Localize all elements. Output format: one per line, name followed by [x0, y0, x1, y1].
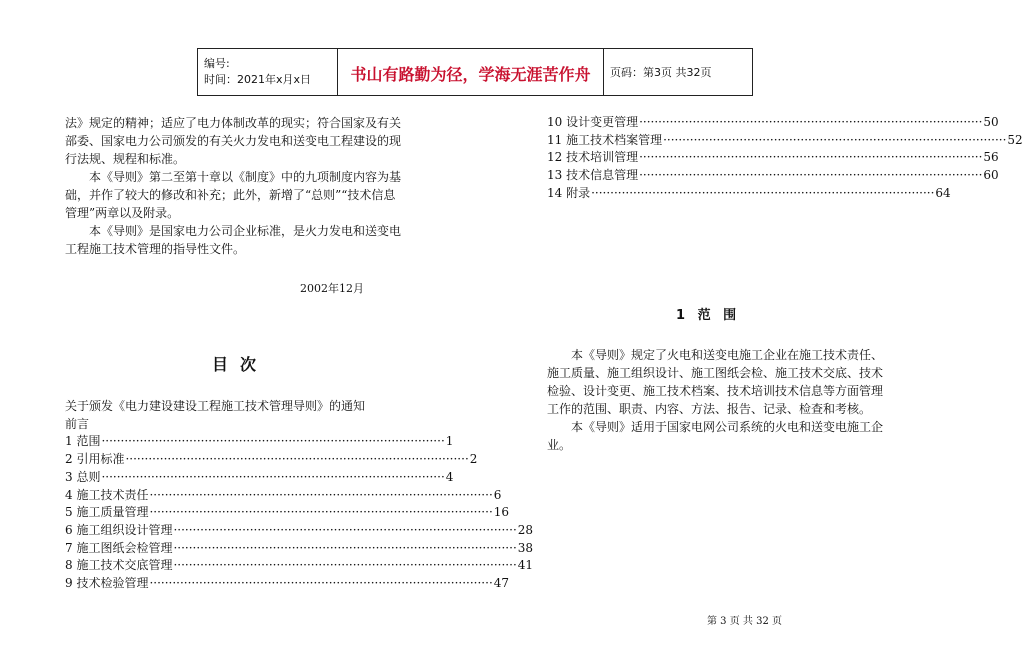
toc-item[interactable] [547, 132, 1023, 150]
toc-item-label: 11 施工技术档案管理 [547, 132, 663, 147]
scope-paragraph-1: 本《导则》规定了火电和送变电施工企业在施工技术责任、施工质量、施工组织设计、施工图纸会检、施工技术交底、技术检验、设计变更、施工技术档案、技术培训技术信息等方面管理工作的范围、职责、内容、方法、报告、记录、检查和考核。 [547, 348, 884, 416]
toc-item-page: 4 [445, 469, 454, 484]
toc-leader-dots: ·························································································· [639, 168, 983, 183]
toc-leader-dots: ·························································································· [101, 469, 445, 484]
toc-item-page: 38 [517, 540, 534, 555]
toc-item-label: 12 技术培训管理 [547, 150, 639, 165]
toc-intro: 关于颁发《电力建设建设工程施工技术管理导则》的通知 [65, 399, 366, 413]
toc-item[interactable] [547, 167, 999, 185]
toc-item[interactable] [65, 451, 478, 469]
toc-item-page: 2 [469, 452, 478, 467]
toc-item-label: 1 范围 [65, 434, 101, 449]
toc-title: 目次 [212, 355, 269, 374]
preface-paragraph-3: 本《导则》是国家电力公司企业标准，是火力发电和送变电工程施工技术管理的指导性文件。 [65, 224, 402, 256]
toc-item-label: 2 引用标准 [65, 452, 125, 467]
toc-item-label: 7 施工图纸会检管理 [65, 540, 173, 555]
header-meta [198, 49, 338, 95]
header-page-label: 页码：第3页 共32页 [610, 66, 712, 79]
toc-item-page: 28 [517, 522, 534, 537]
toc-leader-dots: ·························································································· [173, 558, 517, 573]
toc-preface: 前言 [65, 416, 90, 431]
toc-leader-dots: ·························································································· [101, 434, 445, 449]
toc-item-page: 6 [493, 487, 502, 502]
toc-item[interactable] [547, 185, 951, 203]
toc-item[interactable] [65, 540, 534, 558]
header-motto: 书山有路勤为径，学海无涯苦作舟 [338, 49, 604, 95]
toc-item-page: 52 [1007, 132, 1023, 147]
toc-item-label: 3 总则 [65, 469, 101, 484]
page-footer: 第 3 页 共 32 页 [707, 616, 782, 627]
toc-item-page: 1 [445, 434, 454, 449]
page-header [197, 48, 753, 96]
toc-item-label: 4 施工技术责任 [65, 487, 149, 502]
toc-item-label: 14 附录 [547, 185, 591, 200]
toc-leader-dots: ·························································································· [639, 150, 983, 165]
toc-item[interactable] [65, 487, 502, 505]
toc-item[interactable] [547, 114, 999, 132]
scope-section-body [547, 346, 887, 454]
preface-paragraph-2: 本《导则》第二至第十章以《制度》中的九项制度内容为基础，并作了较大的修改和补充；此外，新增了“总则”“技术信息管理”两章以及附录。 [65, 170, 402, 220]
preface-date: 2002年12月 [300, 282, 364, 295]
section-title: 1 范 围 [676, 308, 741, 323]
toc-item[interactable] [547, 149, 999, 167]
toc-item-label: 10 设计变更管理 [547, 115, 639, 129]
toc-item-page: 41 [517, 558, 534, 573]
toc-leader-dots: ·························································································· [639, 115, 983, 129]
toc-leader-dots: ·························································································· [125, 452, 469, 467]
toc-item-page: 60 [983, 168, 999, 183]
toc-leader-dots: ·························································································· [663, 132, 1007, 147]
document-number-label: 编号: [204, 57, 230, 70]
toc-item-page: 56 [983, 150, 999, 165]
scope-paragraph-2: 本《导则》适用于国家电网公司系统的火电和送变电施工企业。 [547, 420, 884, 452]
left-toc [65, 398, 534, 593]
toc-leader-dots: ·························································································· [173, 540, 517, 555]
left-page-preface [65, 114, 405, 258]
toc-item-label: 9 技术检验管理 [65, 576, 149, 591]
right-toc [547, 114, 1023, 203]
toc-item[interactable] [65, 469, 454, 487]
toc-item-label: 6 施工组织设计管理 [65, 522, 173, 537]
toc-item-page: 16 [493, 505, 510, 520]
toc-leader-dots: ·························································································· [149, 505, 493, 520]
toc-leader-dots: ·························································································· [149, 487, 493, 502]
toc-item[interactable] [65, 504, 510, 522]
toc-item-page: 47 [493, 576, 510, 591]
toc-item[interactable] [65, 557, 534, 575]
document-time-label: 时间：2021年x月x日 [204, 73, 312, 86]
toc-item[interactable] [65, 433, 454, 451]
preface-paragraph-1: 法》规定的精神；适应了电力体制改革的现实；符合国家及有关部委、国家电力公司颁发的有关火力发电和送变电工程建设的现行法规、规程和标准。 [65, 116, 402, 166]
toc-leader-dots: ·························································································· [591, 185, 935, 200]
toc-leader-dots: ·························································································· [149, 576, 493, 591]
toc-item[interactable] [65, 522, 534, 540]
toc-item-label: 13 技术信息管理 [547, 168, 639, 183]
toc-item-label: 5 施工质量管理 [65, 505, 149, 520]
toc-item-page: 50 [983, 115, 999, 129]
toc-item-page: 64 [935, 185, 951, 200]
toc-item[interactable] [65, 575, 510, 593]
toc-item-label: 8 施工技术交底管理 [65, 558, 173, 573]
toc-leader-dots: ·························································································· [173, 522, 517, 537]
